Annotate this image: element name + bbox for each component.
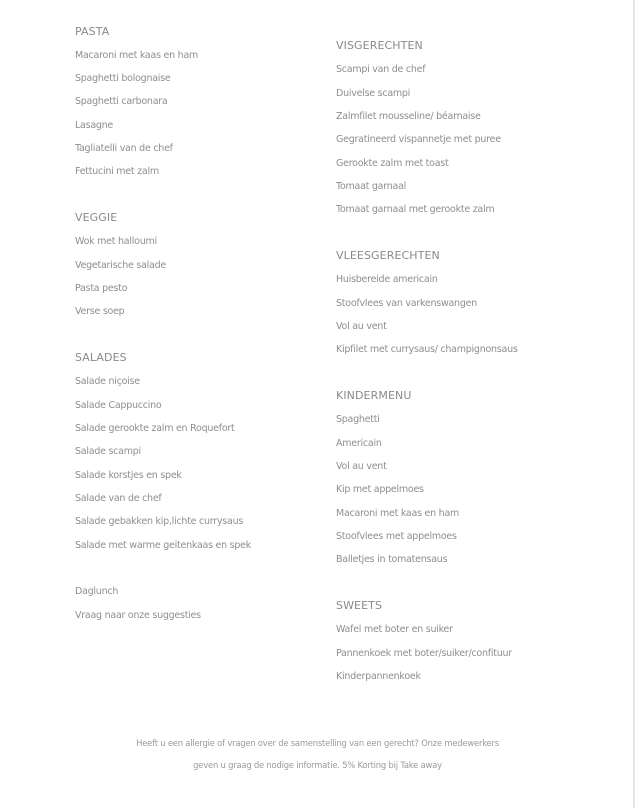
- menu-item: Salade korstjes en spek: [75, 470, 182, 481]
- daglunch-title: Daglunch: [75, 586, 119, 597]
- menu-item: Salade niçoise: [75, 376, 140, 387]
- section-heading-kindermenu: KINDERMENU: [336, 389, 412, 402]
- menu-item: Macaroni met kaas en ham: [75, 50, 199, 61]
- menu-item: Tomaat garnaal: [336, 181, 407, 192]
- menu-item: Pannenkoek met boter/suiker/confituur: [336, 648, 512, 659]
- section-heading-visgerechten: VISGERECHTEN: [336, 39, 423, 52]
- menu-item: Gerookte zalm met toast: [336, 158, 449, 169]
- menu-item: Salade Cappuccino: [75, 400, 162, 411]
- menu-item: Salade met warme geitenkaas en spek: [75, 540, 252, 551]
- section-heading-veggie: VEGGIE: [75, 211, 118, 224]
- menu-item: Gegratineerd vispannetje met puree: [336, 134, 501, 145]
- menu-item: Americain: [336, 438, 382, 449]
- menu-item: Salade gerookte zalm en Roquefort: [75, 423, 235, 434]
- menu-item: Salade gebakken kip,lichte currysaus: [75, 516, 244, 527]
- menu-item: Macaroni met kaas en ham: [336, 508, 460, 519]
- menu-item: Kip met appelmoes: [336, 484, 424, 495]
- menu-item: Spaghetti: [336, 414, 380, 425]
- menu-item: Zalmfilet mousseline/ béarnaise: [336, 111, 481, 122]
- section-heading-sweets: SWEETS: [336, 599, 383, 612]
- menu-item: Tagliatelli van de chef: [75, 143, 173, 154]
- menu-item: Fettucini met zalm: [75, 166, 159, 177]
- footer-allergy-note: Heeft u een allergie of vragen over de samenstelling van een gerecht? Onze medewerkers: [136, 738, 499, 748]
- menu-item: Wok met halloumi: [75, 236, 157, 247]
- menu-item: Verse soep: [75, 306, 125, 317]
- menu-item: Lasagne: [75, 120, 114, 131]
- menu-item: Spaghetti carbonara: [75, 96, 168, 107]
- menu-item: Kinderpannenkoek: [336, 671, 421, 682]
- menu-item: Wafel met boter en suiker: [336, 624, 453, 635]
- section-heading-salades: SALADES: [75, 351, 127, 364]
- menu-item: Duivelse scampi: [336, 88, 411, 99]
- menu-item: Tomaat garnaal met gerookte zalm: [336, 204, 495, 215]
- section-heading-vleesgerechten: VLEESGERECHTEN: [336, 249, 440, 262]
- menu-item: Scampi van de chef: [336, 64, 426, 75]
- menu-item: Vol au vent: [336, 321, 387, 332]
- footer-info-takeaway: geven u graag de nodige informatie. 5% Korting bij Take away: [193, 760, 442, 770]
- menu-item: Balletjes in tomatensaus: [336, 554, 448, 565]
- menu-item: Vegetarische salade: [75, 260, 166, 271]
- menu-item: Huisbereide americain: [336, 274, 438, 285]
- menu-item: Kipfilet met currysaus/ champignonsaus: [336, 344, 518, 355]
- menu-item: Stoofvlees van varkenswangen: [336, 298, 477, 309]
- menu-item: Salade scampi: [75, 446, 141, 457]
- menu-item: Salade van de chef: [75, 493, 162, 504]
- section-heading-pasta: PASTA: [75, 25, 110, 38]
- daglunch-note: Vraag naar onze suggesties: [75, 610, 201, 621]
- menu-item: Vol au vent: [336, 461, 387, 472]
- menu-item: Stoofvlees met appelmoes: [336, 531, 457, 542]
- menu-item: Pasta pesto: [75, 283, 128, 294]
- menu-item: Spaghetti bolognaise: [75, 73, 171, 84]
